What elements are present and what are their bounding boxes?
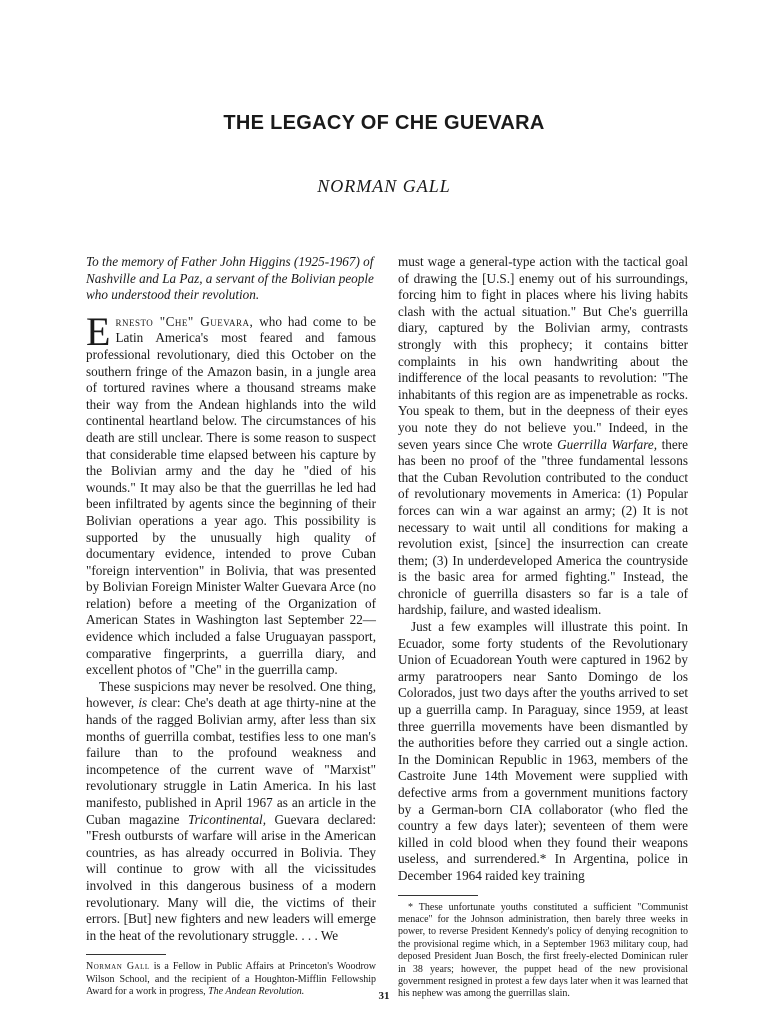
left-column xyxy=(86,254,376,999)
footnote-divider xyxy=(398,895,478,896)
bio-book: The Andean Revolution. xyxy=(208,986,305,998)
dedication xyxy=(86,254,376,304)
bio-divider xyxy=(86,954,166,955)
paragraph-2-part-c: Guevara declared: "Fresh outbursts of warfare will arise in the American countries, as has already occurred in Bolivia. They will continue to grow with all the vicissitudes involved in this dangerous business of a modern revolutionary. Many will die, the victims of their errors. [But] new fighters and new leaders will emerge in the heat of the revolutionary struggle. . . . We xyxy=(86,811,376,943)
paragraph-2-part-b: clear: Che's death at age thirty-nine at the hands of the ragged Bolivian army, after less than six months of guerrilla combat, testifies less to one man's failure than to the profound weakness and incompetence of the current wave of "Marxist" revolutionary struggle in Latin America. In his last manifesto, published in April 1967 as an article in the Cuban magazine xyxy=(86,695,377,827)
paragraph-1 xyxy=(86,308,377,679)
paragraph-4: Just a few examples will illustrate this point. In Ecuador, some forty students of the Revolutionary Union of Ecuadorean Youth were captured in 1962 by army paratroopers near Santo Domingo de los Colorados, just two days after the youths arrived to set up a guerrilla camp. In Paraguay, since 1959, at least three guerrilla movements have been dismantled by the authorities before they carried out a single action. In the Dominican Republic in 1963, members of the Castroite June 14th Movement were supplied with defective arms from a government munitions factory by a German-born CIA collaborator (who fled the country a few days later); seventeen of them were killed in cold blood when they found their weapons useless, and surrendered.* In Argentina, police in December 1964 raided key training xyxy=(398,619,688,883)
paragraph-3-part-a: must wage a general-type action with the tactical goal of drawing the [U.S.] enemy out of his surroundings, forcing him to fight in places where his living habits clash with the actual situation." But Che's guerrilla diary, captured by the Bolivian army, contrasts strongly with this prophecy; it contains bitter complaints in his own handwriting about the indifference of the local peasants to revolution: "The inhabitants of this region are as impenetrable as rocks. You speak to them, but in the deepness of their eyes you note they do not believe you." Indeed, in the seven years since Che wrote xyxy=(398,254,688,452)
lead-in: rnesto "Che" Guevara, xyxy=(115,313,254,329)
bio-text: is a Fellow in Public Affairs at Princeton's Woodrow Wilson School, and the recipient of a Houghton-Mifflin Fellowship Award for a work in progress, xyxy=(86,961,377,998)
paragraph-2 xyxy=(86,679,376,945)
right-column xyxy=(398,254,688,1001)
paragraph-2-part-a: These suspicions may never be resolved. One thing, however, xyxy=(86,678,376,711)
paragraph-3-part-b: there has been no proof of the "three fundamental lessons that the Cuban Revolution contributed to the conduct of revolutionary movements in America: (1) Popular forces can win a war against an army; (2) It is not necessary to wait until all conditions for making a revolution exist, [since] the insurrection can create them; (3) In underdeveloped America the countryside is the basic area for armed fighting." Instead, the chronicle of guerrilla disasters so far is a tale of hardship, failure, and wasted idealism. xyxy=(398,436,688,618)
drop-cap: E xyxy=(86,308,111,354)
book-title: Guerrilla Warfare, xyxy=(557,436,658,452)
magazine-name: Tricontinental, xyxy=(187,811,266,827)
emphasis-is: is xyxy=(138,695,148,711)
footnote-text: * These unfortunate youths constituted a sufficient "Communist menace" for the Johnson administration, then barely three weeks in power, to reverse President Kennedy's policy of denying recognition to the provisional regime which, in a September 1963 military coup, had deposed President Juan Bosch, the first freely-elected Dominican ruler in 38 years; however, the puppet head of the new provisional government resigned in protest a few days later when it was learned that his nephew was among the guerrillas slain. xyxy=(398,901,688,1000)
paragraph-3 xyxy=(398,254,688,619)
bio-name: Norman Gall xyxy=(86,961,150,973)
paragraph-1-body: who had come to be Latin America's most feared and famous professional revolutionary, died this October on the southern fringe of the Amazon basin, in a jungle area of tortured ravines where a thousand streams make their way from the Andean highlands into the wild continental heartland below. The circumstances of his death are still unclear. There is some reason to suspect that considerable time elapsed between his capture by the Bolivian army and the day he "died of his wounds." It may also be that the guerrillas he led had been infiltrated by agents since the beginning of their Bolivian operations a year ago. This possibility is supported by the unusually high quality of documentary evidence, intended to prove Cuban "foreign intervention" in Bolivia, that was presented by Bolivian Foreign Minister Walter Guevara Arce (no relation) before a meeting of the Organization of American States in Washington last September 22—evidence which included a false Uruguayan passport, comparative fingerprints, a guerrilla diary, and excellent photos of "Che" in the guerrilla camp. xyxy=(86,313,377,678)
footnote xyxy=(398,895,688,1001)
dedication-text: To the memory of Father John Higgins (1925-1967) of Nashville and La Paz, a servant of the Bolivian people who understood their revolution. xyxy=(86,254,374,303)
article-title: THE LEGACY OF CHE GUEVARA xyxy=(223,112,545,134)
article-author: NORMAN GALL xyxy=(317,176,451,196)
page-number: 31 xyxy=(378,990,390,1002)
